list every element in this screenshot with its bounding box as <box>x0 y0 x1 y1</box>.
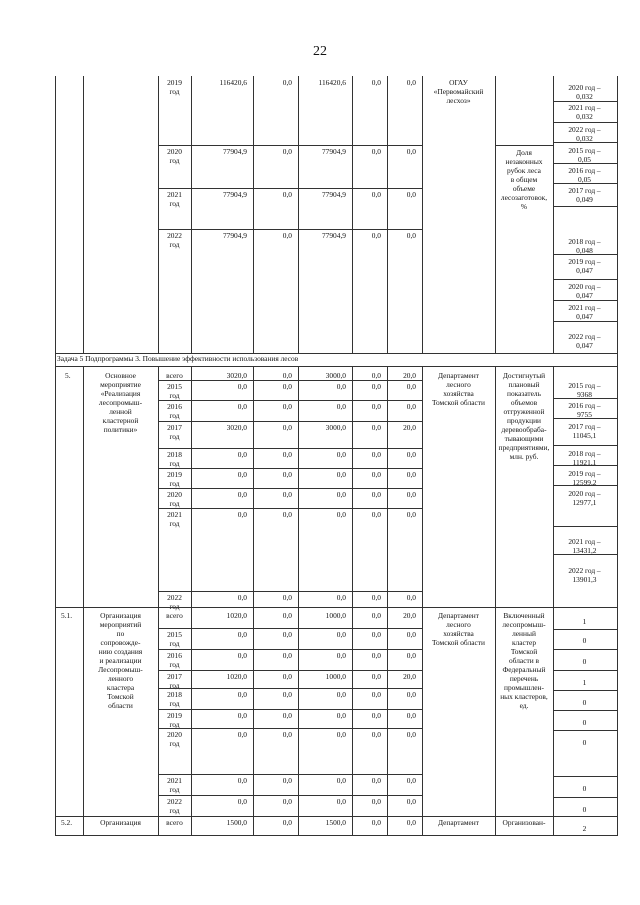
target-value: 2020 год – 0,032 <box>568 83 601 101</box>
federal-cell: 0,0 <box>282 78 292 87</box>
row-number: 5. <box>65 371 71 380</box>
local-cell: 0,0 <box>371 402 381 411</box>
column-divider <box>617 366 618 836</box>
row-divider <box>55 835 617 836</box>
column-divider <box>422 366 423 836</box>
regional-cell: 0,0 <box>336 690 346 699</box>
local-cell: 0,0 <box>371 147 381 156</box>
other-cell: 0,0 <box>406 190 416 199</box>
total-cell: 3020,0 <box>226 423 247 432</box>
target-value: 2020 год – 12977,1 <box>568 489 601 507</box>
local-cell: 0,0 <box>371 690 381 699</box>
year-cell: всего <box>166 611 183 620</box>
total-cell: 0,0 <box>237 510 247 519</box>
target-value: 0 <box>582 718 587 727</box>
executor-cell: Департамент лесного хозяйства Томской области <box>432 611 485 647</box>
budget-table <box>55 76 617 836</box>
row-divider <box>553 254 617 255</box>
local-cell: 0,0 <box>371 776 381 785</box>
row-divider <box>553 797 617 798</box>
regional-cell: 3000,0 <box>325 371 346 380</box>
year-cell: всего <box>166 371 183 380</box>
local-cell: 0,0 <box>371 78 381 87</box>
column-divider <box>422 76 423 353</box>
total-cell: 0,0 <box>237 651 247 660</box>
activity-name: Организация <box>100 818 141 827</box>
executor-cell: ОГАУ «Первомайский лесхоз» <box>433 78 484 105</box>
regional-cell: 0,0 <box>336 711 346 720</box>
total-cell: 0,0 <box>237 711 247 720</box>
column-divider <box>553 366 554 836</box>
activity-name: Организация мероприятий по сопровожде- нию создания и реализации Лесопромыш- ленного кластера Томской области <box>98 611 143 710</box>
local-cell: 0,0 <box>371 190 381 199</box>
regional-cell: 0,0 <box>336 730 346 739</box>
year-cell: 2021 год <box>167 776 182 794</box>
other-cell: 20,0 <box>403 371 416 380</box>
federal-cell: 0,0 <box>282 147 292 156</box>
year-cell: 2020 год <box>167 490 182 508</box>
target-value: 2019 год – 0,047 <box>568 257 601 275</box>
target-value: 2018 год – 11921,1 <box>568 449 601 467</box>
other-cell: 0,0 <box>406 630 416 639</box>
target-value: 2022 год – 13901,3 <box>568 566 601 584</box>
year-cell: 2022 год <box>167 797 182 815</box>
federal-cell: 0,0 <box>282 190 292 199</box>
total-cell: 0,0 <box>237 470 247 479</box>
column-divider <box>495 76 496 353</box>
row-number: 5.1. <box>61 611 73 620</box>
year-cell: 2021 год <box>167 190 182 208</box>
year-cell: 2021 год <box>167 510 182 528</box>
target-value: 2020 год – 0,047 <box>568 282 601 300</box>
row-divider <box>158 400 422 401</box>
local-cell: 0,0 <box>371 450 381 459</box>
total-cell: 0,0 <box>237 797 247 806</box>
row-divider <box>158 795 422 796</box>
total-cell: 1500,0 <box>226 818 247 827</box>
other-cell: 0,0 <box>406 231 416 240</box>
local-cell: 0,0 <box>371 231 381 240</box>
other-cell: 0,0 <box>406 593 416 602</box>
federal-cell: 0,0 <box>282 231 292 240</box>
regional-cell: 0,0 <box>336 450 346 459</box>
row-divider <box>158 591 422 592</box>
row-divider <box>553 649 617 650</box>
row-divider <box>158 145 422 146</box>
row-divider <box>553 183 617 184</box>
column-divider <box>553 76 554 353</box>
federal-cell: 0,0 <box>282 690 292 699</box>
other-cell: 0,0 <box>406 510 416 519</box>
total-cell: 0,0 <box>237 450 247 459</box>
row-divider <box>553 670 617 671</box>
row-divider <box>553 206 617 207</box>
target-value: 2015 год – 0,05 <box>568 146 601 164</box>
other-cell: 0,0 <box>406 797 416 806</box>
federal-cell: 0,0 <box>282 593 292 602</box>
total-cell: 77904,9 <box>222 190 247 199</box>
federal-cell: 0,0 <box>282 402 292 411</box>
row-divider <box>553 418 617 419</box>
column-divider <box>298 366 299 836</box>
row-divider <box>553 398 617 399</box>
local-cell: 0,0 <box>371 470 381 479</box>
regional-cell: 1000,0 <box>325 611 346 620</box>
row-divider <box>158 774 422 775</box>
regional-cell: 0,0 <box>336 797 346 806</box>
local-cell: 0,0 <box>371 730 381 739</box>
local-cell: 0,0 <box>371 651 381 660</box>
local-cell: 0,0 <box>371 371 381 380</box>
row-divider <box>553 445 617 446</box>
local-cell: 0,0 <box>371 382 381 391</box>
other-cell: 0,0 <box>406 450 416 459</box>
row-divider <box>158 670 422 671</box>
indicator-cell: Достигнутый плановый показатель объемов отгруженной продукции деревообраба- тывающими предприятиями, млн. руб. <box>498 371 550 461</box>
local-cell: 0,0 <box>371 818 381 827</box>
federal-cell: 0,0 <box>282 672 292 681</box>
regional-cell: 0,0 <box>336 382 346 391</box>
row-divider <box>158 488 422 489</box>
row-divider <box>553 163 617 164</box>
target-value: 2022 год – 0,032 <box>568 125 601 143</box>
regional-cell: 0,0 <box>336 776 346 785</box>
local-cell: 0,0 <box>371 797 381 806</box>
federal-cell: 0,0 <box>282 711 292 720</box>
year-cell: 2017 год <box>167 672 182 690</box>
target-value: 0 <box>582 698 587 707</box>
regional-cell: 0,0 <box>336 630 346 639</box>
other-cell: 20,0 <box>403 672 416 681</box>
total-cell: 0,0 <box>237 593 247 602</box>
regional-cell: 0,0 <box>336 470 346 479</box>
column-divider <box>83 366 84 836</box>
other-cell: 0,0 <box>406 490 416 499</box>
other-cell: 0,0 <box>406 818 416 827</box>
federal-cell: 0,0 <box>282 371 292 380</box>
row-divider <box>158 380 422 381</box>
total-cell: 3020,0 <box>226 371 247 380</box>
target-value: 1 <box>582 678 587 687</box>
row-divider <box>158 508 422 509</box>
regional-cell: 0,0 <box>336 593 346 602</box>
total-cell: 0,0 <box>237 490 247 499</box>
local-cell: 0,0 <box>371 672 381 681</box>
other-cell: 0,0 <box>406 730 416 739</box>
other-cell: 0,0 <box>406 470 416 479</box>
target-value: 2022 год – 0,047 <box>568 332 601 350</box>
column-divider <box>55 366 56 836</box>
federal-cell: 0,0 <box>282 776 292 785</box>
year-cell: всего <box>166 818 183 827</box>
other-cell: 0,0 <box>406 382 416 391</box>
federal-cell: 0,0 <box>282 818 292 827</box>
total-cell: 0,0 <box>237 630 247 639</box>
local-cell: 0,0 <box>371 510 381 519</box>
local-cell: 0,0 <box>371 711 381 720</box>
local-cell: 0,0 <box>371 611 381 620</box>
regional-cell: 0,0 <box>336 490 346 499</box>
row-divider <box>553 629 617 630</box>
target-value: 0 <box>582 784 587 793</box>
row-divider <box>158 188 422 189</box>
row-divider <box>553 710 617 711</box>
column-divider <box>495 366 496 836</box>
target-value: 0 <box>582 738 587 747</box>
indicator-cell: Доля незаконных рубок леса в общем объеме лесозаготовок, % <box>500 148 548 211</box>
column-divider <box>387 76 388 353</box>
total-cell: 77904,9 <box>222 147 247 156</box>
year-cell: 2016 год <box>167 402 182 420</box>
local-cell: 0,0 <box>371 423 381 432</box>
task-heading: Задача 5 Подпрограммы 3. Повышение эффективности использования лесов <box>57 354 299 363</box>
row-divider <box>553 300 617 301</box>
target-value: 0 <box>582 805 587 814</box>
indicator-cell: Организован- <box>502 818 546 827</box>
year-cell: 2017 год <box>167 423 182 441</box>
regional-cell: 3000,0 <box>325 423 346 432</box>
total-cell: 0,0 <box>237 382 247 391</box>
target-value: 2017 год – 11045,1 <box>568 422 601 440</box>
column-divider <box>55 353 56 366</box>
year-cell: 2019 год <box>167 470 182 488</box>
year-cell: 2015 год <box>167 630 182 648</box>
other-cell: 20,0 <box>403 611 416 620</box>
regional-cell: 0,0 <box>336 402 346 411</box>
column-divider <box>158 366 159 836</box>
column-divider <box>55 76 56 353</box>
other-cell: 20,0 <box>403 423 416 432</box>
row-number: 5.2. <box>61 818 73 827</box>
row-divider <box>158 649 422 650</box>
column-divider <box>191 76 192 353</box>
federal-cell: 0,0 <box>282 797 292 806</box>
target-value: 2021 год – 0,047 <box>568 303 601 321</box>
row-divider <box>553 101 617 102</box>
column-divider <box>253 366 254 836</box>
target-value: 2 <box>582 824 587 833</box>
column-divider <box>83 76 84 353</box>
total-cell: 116420,6 <box>219 78 247 87</box>
indicator-cell: Включенный лесопромыш- ленный кластер Томской области в Федеральный перечень промышлен- ных кластеров, ед. <box>500 611 548 710</box>
row-divider <box>553 554 617 555</box>
executor-cell: Департамент лесного хозяйства Томской области <box>432 371 485 407</box>
total-cell: 1020,0 <box>226 672 247 681</box>
row-divider <box>55 816 617 817</box>
federal-cell: 0,0 <box>282 651 292 660</box>
year-cell: 2015 год <box>167 382 182 400</box>
regional-cell: 77904,9 <box>321 190 346 199</box>
regional-cell: 77904,9 <box>321 231 346 240</box>
row-divider <box>158 468 422 469</box>
target-value: 2019 год – 12599,2 <box>568 469 601 487</box>
year-cell: 2016 год <box>167 651 182 669</box>
regional-cell: 116420,6 <box>318 78 346 87</box>
year-cell: 2019 год <box>167 711 182 729</box>
local-cell: 0,0 <box>371 490 381 499</box>
total-cell: 77904,9 <box>222 231 247 240</box>
regional-cell: 0,0 <box>336 651 346 660</box>
column-divider <box>617 76 618 353</box>
target-value: 2021 год – 0,032 <box>568 103 601 121</box>
column-divider <box>158 76 159 353</box>
target-value: 2021 год – 13431,2 <box>568 537 601 555</box>
other-cell: 0,0 <box>406 690 416 699</box>
row-divider <box>553 465 617 466</box>
total-cell: 0,0 <box>237 730 247 739</box>
row-divider <box>158 448 422 449</box>
federal-cell: 0,0 <box>282 510 292 519</box>
row-divider <box>158 421 422 422</box>
regional-cell: 1000,0 <box>325 672 346 681</box>
activity-name: Основное мероприятие «Реализация лесопромыш- ленной кластерной политики» <box>98 371 143 434</box>
column-divider <box>387 366 388 836</box>
row-divider <box>553 776 617 777</box>
row-divider <box>158 728 422 729</box>
target-value: 2016 год – 0,05 <box>568 166 601 184</box>
federal-cell: 0,0 <box>282 382 292 391</box>
year-cell: 2020 год <box>167 147 182 165</box>
row-divider <box>553 730 617 731</box>
target-value: 2017 год – 0,049 <box>568 186 601 204</box>
other-cell: 0,0 <box>406 78 416 87</box>
local-cell: 0,0 <box>371 630 381 639</box>
target-value: 2018 год – 0,048 <box>568 237 601 255</box>
local-cell: 0,0 <box>371 593 381 602</box>
federal-cell: 0,0 <box>282 490 292 499</box>
column-divider <box>352 76 353 353</box>
other-cell: 0,0 <box>406 711 416 720</box>
total-cell: 1020,0 <box>226 611 247 620</box>
target-value: 1 <box>582 617 587 626</box>
row-divider <box>553 142 617 143</box>
target-value: 2015 год – 9368 <box>568 381 601 399</box>
page-number: 22 <box>313 44 327 59</box>
row-divider <box>55 366 617 367</box>
target-value: 0 <box>582 657 587 666</box>
row-divider <box>55 607 617 608</box>
federal-cell: 0,0 <box>282 611 292 620</box>
row-divider <box>553 279 617 280</box>
federal-cell: 0,0 <box>282 630 292 639</box>
target-value: 0 <box>582 636 587 645</box>
row-divider <box>158 688 422 689</box>
regional-cell: 0,0 <box>336 510 346 519</box>
row-divider <box>158 628 422 629</box>
regional-cell: 77904,9 <box>321 147 346 156</box>
column-divider <box>191 366 192 836</box>
total-cell: 0,0 <box>237 402 247 411</box>
column-divider <box>298 76 299 353</box>
row-divider <box>495 145 553 146</box>
total-cell: 0,0 <box>237 690 247 699</box>
year-cell: 2020 год <box>167 730 182 748</box>
year-cell: 2022 год <box>167 593 182 611</box>
row-divider <box>158 709 422 710</box>
column-divider <box>352 366 353 836</box>
year-cell: 2019 год <box>167 78 182 96</box>
regional-cell: 1500,0 <box>325 818 346 827</box>
other-cell: 0,0 <box>406 776 416 785</box>
other-cell: 0,0 <box>406 402 416 411</box>
column-divider <box>617 353 618 366</box>
federal-cell: 0,0 <box>282 470 292 479</box>
row-divider <box>553 321 617 322</box>
column-divider <box>253 76 254 353</box>
row-divider <box>553 122 617 123</box>
row-divider <box>553 485 617 486</box>
executor-cell: Департамент <box>438 818 479 827</box>
year-cell: 2022 год <box>167 231 182 249</box>
federal-cell: 0,0 <box>282 423 292 432</box>
total-cell: 0,0 <box>237 776 247 785</box>
other-cell: 0,0 <box>406 147 416 156</box>
row-divider <box>158 229 422 230</box>
other-cell: 0,0 <box>406 651 416 660</box>
target-value: 2016 год – 9755 <box>568 401 601 419</box>
year-cell: 2018 год <box>167 450 182 468</box>
federal-cell: 0,0 <box>282 450 292 459</box>
row-divider <box>553 526 617 527</box>
year-cell: 2018 год <box>167 690 182 708</box>
federal-cell: 0,0 <box>282 730 292 739</box>
row-divider <box>553 690 617 691</box>
